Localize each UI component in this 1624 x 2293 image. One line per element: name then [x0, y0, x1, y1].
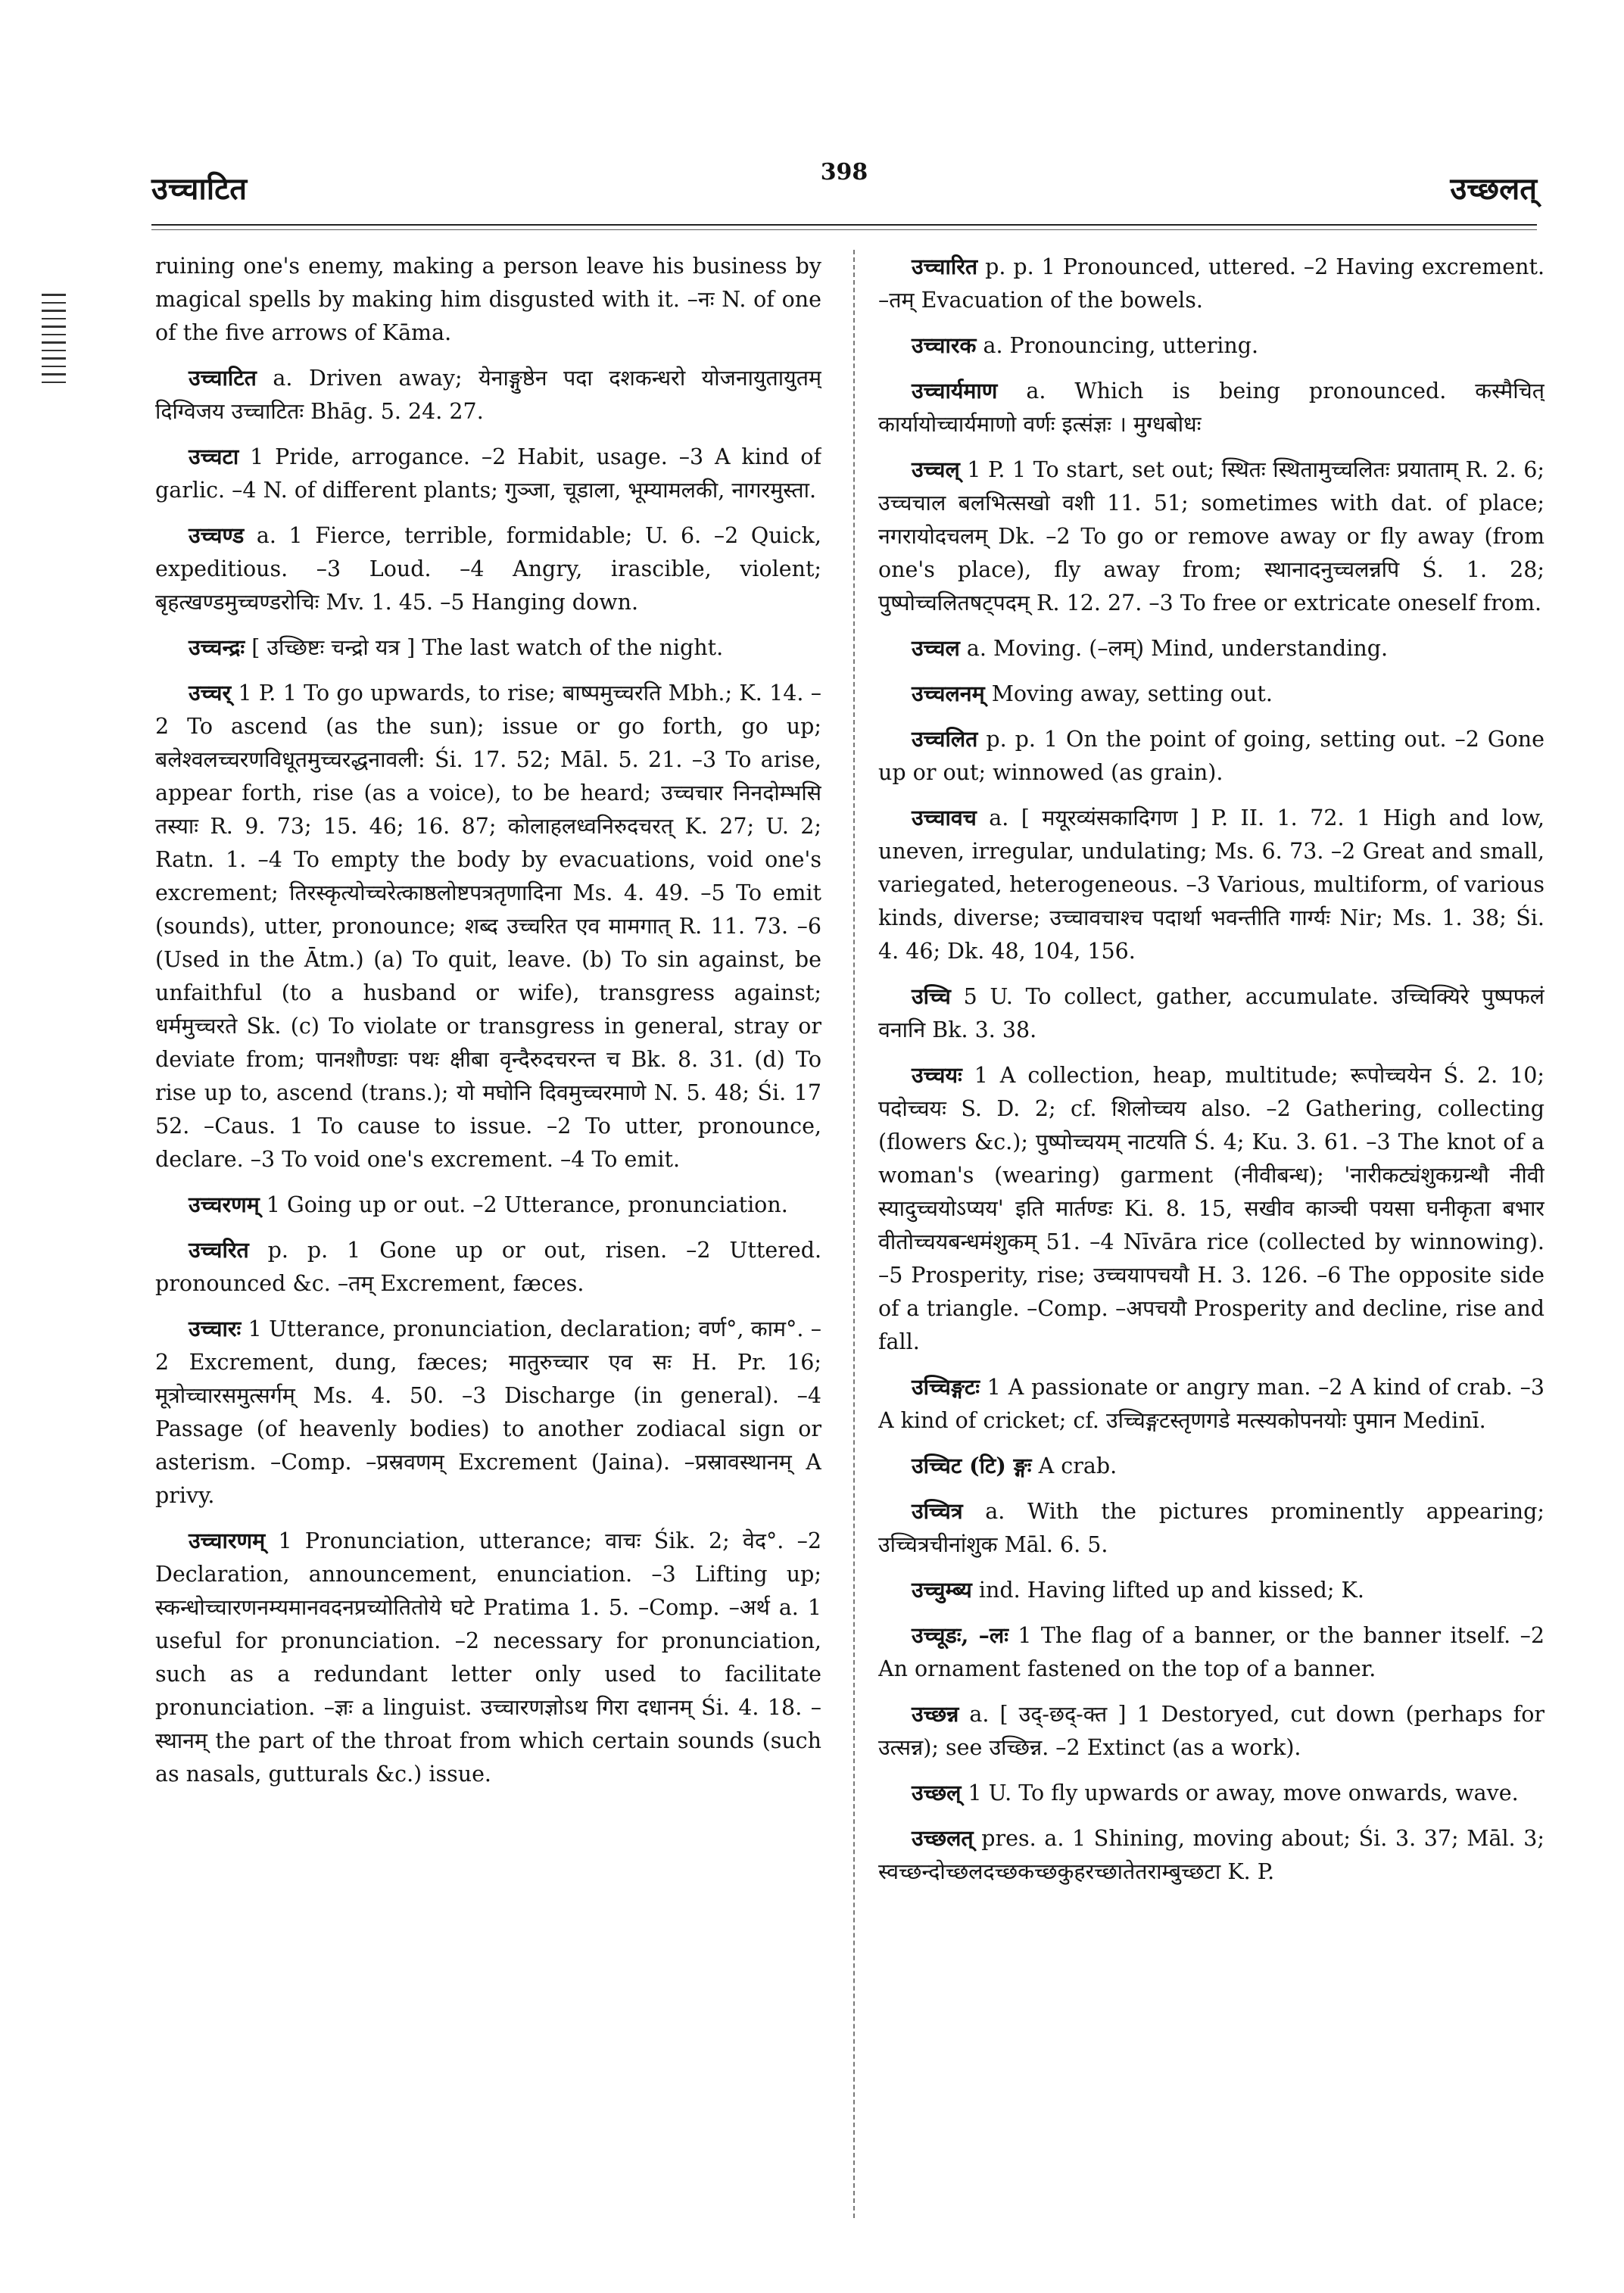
entry-headword: उच्चारणम् — [189, 1528, 266, 1553]
entry-definition: a. [ उद्-छद्-क्त ] 1 Destoryed, cut down (perhaps for उत्सन्न); see उच्छिन्न. –2 Extinct (as a work). — [878, 1702, 1545, 1760]
dictionary-entry — [155, 250, 821, 350]
dictionary-entry — [155, 361, 821, 428]
entry-definition: a. Driven away; येनाङ्गुष्ठेन पदा दशकन्धरो योजनायुतायुतम् दिग्विजय उच्चाटितः Bhāg. 5. 24. 27. — [155, 366, 821, 424]
page-header — [151, 159, 1537, 212]
dictionary-entry — [878, 453, 1545, 620]
entry-headword: उच्चिङ्गटः — [912, 1374, 980, 1400]
right-column — [878, 250, 1545, 2248]
entry-definition: 1 Going up or out. –2 Utterance, pronunciation. — [259, 1192, 788, 1217]
entry-headword: उच्चि — [912, 983, 951, 1009]
dictionary-entry — [155, 519, 821, 619]
entry-definition: ruining one's enemy, making a person leave his business by magical spells by making him disgusted with it. –नः N. of one of the five arrows of Kāma. — [155, 254, 821, 345]
header-rule-thin — [151, 229, 1537, 230]
entry-headword: उच्चारित — [912, 254, 978, 279]
entry-headword: उच्चल् — [912, 456, 960, 482]
page-number: 398 — [820, 159, 868, 185]
entry-definition: 1 Pronunciation, utterance; वाचः Śik. 2; वेद°. –2 Declaration, announcement, enunciation. –3 Lifting up; स्कन्धोच्चारणनम्यमानवदनप्रच्योतितोये घटे Pratima 1. 5. –Comp. –अर्थ a. 1 useful for pronunciation. –2 necessary for pronunciation, such as a redundant letter only used to facilitate pronunciation. –ज्ञः a linguist. उच्चारणज्ञोऽथ गिरा दधानम् Śi. 4. 18. –स्थानम् the part of the throat from which certain sounds (such as nasals, gutturals &c.) issue. — [155, 1528, 821, 1787]
entry-headword: उच्चल — [912, 635, 960, 661]
entry-headword: उच्चुम्ब्य — [912, 1577, 972, 1603]
entry-headword: उच्चारः — [189, 1316, 242, 1341]
entry-definition: 1 A collection, heap, multitude; रूपोच्चयेन Ś. 2. 10; पदोच्चयः S. D. 2; cf. शिलोच्चय also. –2 Gathering, collecting (flowers &c.); पुष्पोच्चयम् नाटयति Ś. 4; Ku. 3. 61. –3 The knot of a woman's (wearing) garment (नीवीबन्ध); 'नारीकट्यंशुकग्रन्थौ नीवी स्यादुच्चयोऽप्यय' इति मार्तण्डः Ki. 8. 15, सखीव काञ्ची पयसा घनीकृता बभार वीतोच्चयबन्धमंशुकम् 51. –4 Nīvāra rice (collected by winnowing). –5 Prosperity, rise; उच्चयापचयौ H. 3. 126. –6 The opposite side of a triangle. –Comp. –अपचयौ Prosperity and decline, rise and fall. — [878, 1063, 1545, 1354]
entry-definition: 1 P. 1 To start, set out; स्थितः स्थितामुच्चलितः प्रयाताम् R. 2. 6; उच्चचाल बलभित्सखो वशी 11. 51; sometimes with dat. of place; नगरायोदचलम् Dk. –2 To go or remove away or fly away (from one's place), fly away from; स्थानादनुच्चलन्नपि Ś. 1. 28; पुष्पोच्चलितषट्पदम् R. 12. 27. –3 To free or extricate oneself from. — [878, 457, 1545, 615]
left-guide-word: उच्चाटित — [151, 171, 248, 207]
entry-headword: उच्चाटित — [189, 365, 257, 391]
dictionary-entry — [878, 1058, 1545, 1359]
left-column — [155, 250, 821, 2248]
dictionary-entry — [155, 440, 821, 507]
dictionary-entry — [155, 1233, 821, 1301]
entry-definition: ind. Having lifted up and kissed; K. — [971, 1578, 1364, 1603]
entry-headword: उच्चिट (टि) ङ्गः — [912, 1453, 1032, 1478]
entry-definition: 1 Pride, arrogance. –2 Habit, usage. –3 A kind of garlic. –4 N. of different plants; गुञ्जा, चूडाला, भूम्यामलकी, नागरमुस्ता. — [155, 444, 821, 503]
entry-headword: उच्छल् — [912, 1780, 962, 1805]
entry-definition: 1 U. To fly upwards or away, move onwards, wave. — [961, 1781, 1519, 1805]
entry-headword: उच्छन्न — [912, 1701, 959, 1727]
entry-definition: 5 U. To collect, gather, accumulate. उच्चिक्यिरे पुष्पफलं वनानि Bk. 3. 38. — [878, 984, 1545, 1042]
dictionary-entry — [878, 1494, 1545, 1562]
entry-definition: a. Moving. (–लम्) Mind, understanding. — [959, 636, 1389, 661]
dictionary-entry — [878, 722, 1545, 790]
entry-definition: p. p. 1 Gone up or out, risen. –2 Uttered. pronounced &c. –तम् Excrement, fæces. — [155, 1238, 821, 1296]
dictionary-entry — [155, 631, 821, 665]
entry-headword: उच्चन्द्रः — [189, 634, 245, 660]
dictionary-entry — [155, 1188, 821, 1222]
dictionary-entry — [878, 1573, 1545, 1607]
dictionary-entry — [155, 676, 821, 1176]
margin-mark — [42, 294, 66, 385]
entry-definition: p. p. 1 On the point of going, setting out. –2 Gone up or out; winnowed (as grain). — [878, 727, 1545, 785]
entry-definition: 1 The flag of a banner, or the banner itself. –2 An ornament fastened on the top of a banner. — [878, 1623, 1545, 1681]
dictionary-entry — [878, 631, 1545, 665]
entry-headword: उच्चर् — [189, 680, 232, 706]
dictionary-entry — [878, 1618, 1545, 1686]
entry-headword: उच्चरित — [189, 1237, 249, 1263]
entry-definition: [ उच्छिष्टः चन्द्रो यत्र ] The last watch of the night. — [245, 635, 724, 660]
dictionary-entry — [878, 1370, 1545, 1438]
entry-definition: 1 A passionate or angry man. –2 A kind of crab. –3 A kind of cricket; cf. उच्चिङ्गटस्तृणगडे मत्स्यकोपनयोः पुमान Medinī. — [878, 1375, 1545, 1433]
entry-headword: उच्छलत् — [912, 1825, 974, 1851]
dictionary-entry — [878, 980, 1545, 1047]
dictionary-entry — [878, 677, 1545, 711]
entry-headword: उच्चार्यमाण — [912, 378, 998, 403]
entry-definition: a. 1 Fierce, terrible, formidable; U. 6. –2 Quick, expeditious. –3 Loud. –4 Angry, irascible, violent; बृहत्खण्डमुच्चण्डरोचिः Mv. 1. 45. –5 Hanging down. — [155, 523, 821, 615]
dictionary-entry — [878, 374, 1545, 441]
entry-definition: p. p. 1 Pronounced, uttered. –2 Having excrement. –तम् Evacuation of the bowels. — [878, 254, 1545, 313]
entry-definition: A crab. — [1031, 1453, 1117, 1478]
dictionary-entry — [878, 1821, 1545, 1889]
entry-headword: उच्चयः — [912, 1062, 962, 1088]
dictionary-entry — [878, 1697, 1545, 1765]
right-guide-word: उच्छलत् — [1450, 171, 1537, 207]
header-rule — [151, 224, 1537, 226]
entry-definition: a. Pronouncing, uttering. — [976, 333, 1259, 358]
entry-definition: Moving away, setting out. — [984, 681, 1273, 706]
entry-headword: उच्चण्ड — [189, 522, 245, 548]
dictionary-entry — [878, 801, 1545, 968]
entry-headword: उच्चटा — [189, 444, 239, 469]
dictionary-entry — [155, 1524, 821, 1791]
entry-headword: उच्चलनम् — [912, 681, 985, 706]
dictionary-entry — [878, 329, 1545, 363]
entry-definition: pres. a. 1 Shining, moving about; Śi. 3. 37; Māl. 3; स्वच्छन्दोच्छलदच्छकच्छकुहरच्छातेतराम्बुच्छटा K. P. — [878, 1826, 1545, 1884]
dictionary-entry — [155, 1312, 821, 1513]
entry-headword: उच्चित्र — [912, 1498, 963, 1524]
column-divider — [853, 250, 855, 2218]
entry-definition: 1 P. 1 To go upwards, to rise; बाष्पमुच्चरति Mbh.; K. 14. –2 To ascend (as the sun); issue or go forth, go up; बलेश्वलच्चरणविधूतमुच्चरद्धनावली: Śi. 17. 52; Māl. 5. 21. –3 To arise, appear forth, rise (as a voice), to be heard; उच्चचार निनदोम्भसि तस्याः R. 9. 73; 15. 46; 16. 87; कोलाहलध्वनिरुदचरत् K. 27; U. 2; Ratn. 1. –4 To empty the body by evacuations, void one's excrement; तिरस्कृत्योच्चरेत्काष्ठलोष्टपत्रतृणादिना Ms. 4. 49. –5 To emit (sounds), utter, pronounce; शब्द उच्चरित एव मामगात् R. 11. 73. –6 (Used in the Ātm.) (a) To quit, leave. (b) To sin against, be unfaithful (to a husband or wife), transgress against; धर्ममुच्चरते Sk. (c) To violate or transgress in general, stray or deviate from; पानशौण्डाः पथः क्षीबा वृन्दैरुदचरन्त च Bk. 8. 31. (d) To rise up to, ascend (trans.); यो मघोनि दिवमुच्चरमाणे N. 5. 48; Śi. 17 52. –Caus. 1 To cause to issue. –2 To utter, pronounce, declare. –3 To void one's excrement. –4 To emit. — [155, 681, 821, 1172]
entry-headword: उच्चूडः, –लः — [912, 1622, 1008, 1648]
entry-headword: उच्चरणम् — [189, 1192, 260, 1217]
entry-definition: a. With the pictures prominently appearing; उच्चित्रचीनांशुक Māl. 6. 5. — [878, 1499, 1545, 1557]
dictionary-entry — [878, 1776, 1545, 1810]
entry-definition: 1 Utterance, pronunciation, declaration; वर्ण°, काम°. –2 Excrement, dung, fæces; मातुरुच्चार एव सः H. Pr. 16; मूत्रोच्चारसमुत्सर्गम् Ms. 4. 50. –3 Discharge (in general). –4 Passage (of heavenly bodies) to another zodiacal sign or asterism. –Comp. –प्रस्रवणम् Excrement (Jaina). –प्रस्रावस्थानम् A privy. — [155, 1316, 821, 1508]
entry-definition: a. [ मयूरव्यंसकादिगण ] P. II. 1. 72. 1 High and low, uneven, irregular, undulating; Ms. 6. 73. –2 Great and small, variegated, heterogeneous. –3 Various, multiform, of various kinds, diverse; उच्चावचाश्च पदार्था भवन्तीति गार्ग्यः Nir; Ms. 1. 38; Śi. 4. 46; Dk. 48, 104, 156. — [878, 805, 1545, 964]
entry-definition: a. Which is being pronounced. कस्मैचित् कार्यायोच्चार्यमाणो वर्णः इत्संज्ञः । मुग्धबोधः — [878, 379, 1545, 437]
entry-headword: उच्चलित — [912, 726, 978, 752]
dictionary-entry — [878, 1449, 1545, 1483]
entry-headword: उच्चावच — [912, 805, 977, 830]
dictionary-entry — [878, 250, 1545, 317]
entry-headword: उच्चारक — [912, 332, 977, 358]
